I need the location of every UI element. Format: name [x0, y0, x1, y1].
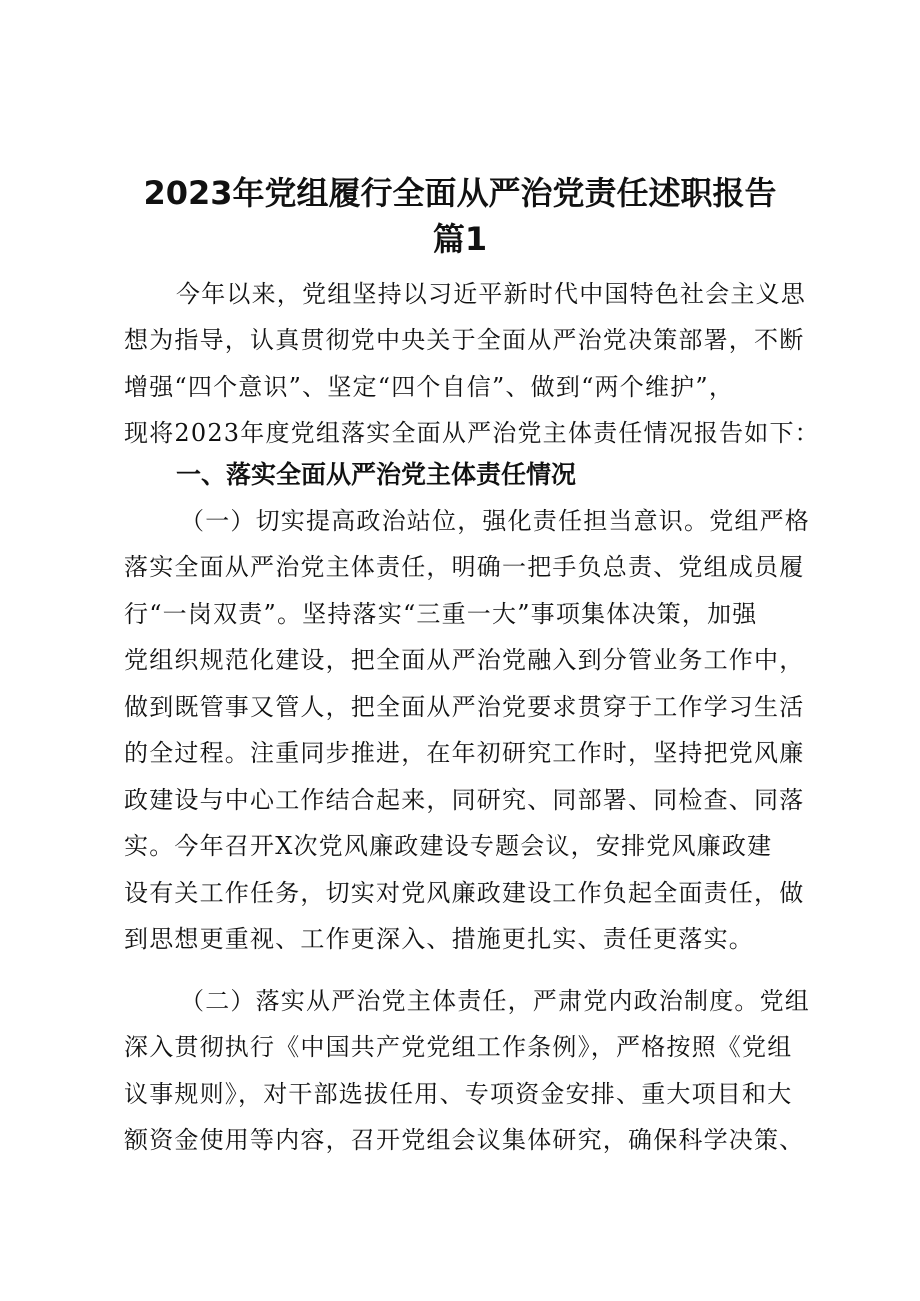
paragraph-line: 深入贯彻执行《中国共产党党组工作条例》，严格按照《党组	[124, 1033, 793, 1061]
paragraph-line: 的全过程。注重同步推进，在年初研究工作时，坚持把党风廉	[124, 739, 805, 767]
document-subtitle: 篇1	[432, 220, 488, 258]
paragraph-line: 设有关工作任务，切实对党风廉政建设工作负起全面责任，做	[124, 879, 805, 907]
document-title: 2023年党组履行全面从严治党责任述职报告	[143, 174, 777, 212]
section-heading: 一、落实全面从严治党主体责任情况	[176, 460, 577, 489]
paragraph-line: 议事规则》，对干部选拔任用、专项资金安排、重大项目和大	[124, 1080, 793, 1108]
paragraph-line: 党组织规范化建设，把全面从严治党融入到分管业务工作中，	[124, 646, 805, 674]
paragraph-line: 做到既管事又管人，把全面从严治党要求贯穿于工作学习生活	[124, 693, 805, 721]
paragraph-line: 现将2023年度党组落实全面从严治党主体责任情况报告如下：	[124, 419, 820, 447]
paragraph-line: 想为指导，认真贯彻党中央关于全面从严治党决策部署，不断	[124, 326, 805, 354]
paragraph-line: 落实全面从严治党主体责任，明确一把手负总责、党组成员履	[124, 553, 805, 581]
paragraph-line: 额资金使用等内容，召开党组会议集体研究，确保科学决策、	[124, 1126, 805, 1154]
paragraph-line: 增强“四个意识”、坚定“四个自信”、做到“两个维护”，	[124, 373, 735, 401]
paragraph-line: （二）落实从严治党主体责任，严肃党内政治制度。党组	[180, 987, 810, 1015]
paragraph-line: 行“一岗双责”。坚持落实“三重一大”事项集体决策，加强	[124, 600, 758, 628]
paragraph-line: 实。今年召开X次党风廉政建设专题会议，安排党风廉政建	[124, 832, 773, 860]
paragraph-line: 到思想更重视、工作更深入、措施更扎实、责任更落实。	[124, 925, 754, 953]
paragraph-line: 政建设与中心工作结合起来，同研究、同部署、同检查、同落	[124, 786, 805, 814]
paragraph-line: 今年以来，党组坚持以习近平新时代中国特色社会主义思	[176, 280, 806, 308]
paragraph-line: （一）切实提高政治站位，强化责任担当意识。党组严格	[180, 507, 810, 535]
